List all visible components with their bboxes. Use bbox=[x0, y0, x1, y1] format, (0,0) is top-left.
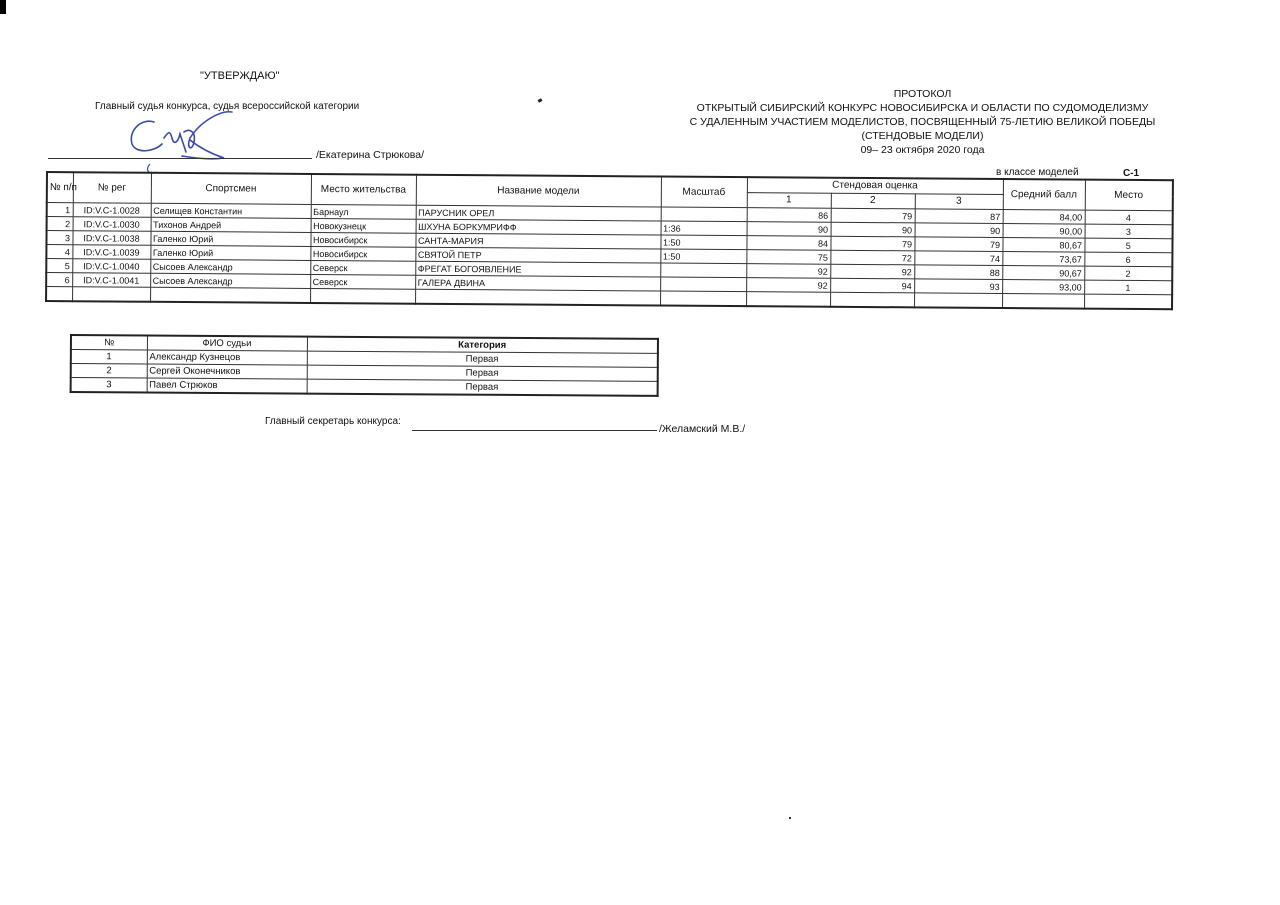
cell-average: 90,00 bbox=[1003, 224, 1085, 239]
cell-model: ФРЕГАТ БОГОЯВЛЕНИЕ bbox=[415, 261, 660, 277]
col-header-num: № п/п bbox=[47, 172, 73, 203]
cell-place: 3 bbox=[1085, 224, 1173, 239]
cell-reg: ID:V.C-1.0028 bbox=[73, 203, 151, 218]
cell-reg: ID:V.C-1.0039 bbox=[72, 245, 150, 260]
chief-secretary-name: /Желамский М.В./ bbox=[659, 423, 746, 435]
cell-scale: 1:36 bbox=[661, 221, 747, 236]
protocol-title: ПРОТОКОЛ bbox=[893, 88, 952, 100]
cell-place: 5 bbox=[1084, 238, 1172, 253]
cell-city: Северск bbox=[310, 274, 415, 289]
cell-average: 73,67 bbox=[1002, 252, 1084, 267]
signature-line bbox=[48, 158, 312, 159]
cell-score1: 75 bbox=[746, 250, 830, 265]
cell-score3: 90 bbox=[915, 223, 1003, 238]
scan-corner-mark bbox=[0, 0, 6, 14]
cell-place: 2 bbox=[1084, 266, 1172, 281]
judges-table-wrapper bbox=[70, 334, 659, 397]
contest-category: (СТЕНДОВЫЕ МОДЕЛИ) bbox=[861, 130, 984, 142]
cell-model: СВЯТОЙ ПЕТР bbox=[415, 247, 660, 263]
col-header-average: Средний балл bbox=[1003, 179, 1085, 210]
col-header-place: Место bbox=[1085, 180, 1173, 211]
results-table bbox=[45, 171, 1174, 310]
cell-score3: 79 bbox=[914, 237, 1002, 252]
cell-city: Новокузнецк bbox=[311, 218, 416, 233]
col-header-scale: Масштаб bbox=[661, 177, 747, 208]
scan-speck bbox=[538, 98, 543, 103]
judges-header-category: Категория bbox=[307, 337, 658, 354]
cell-score2: 79 bbox=[830, 236, 914, 251]
cell-average: 84,00 bbox=[1003, 210, 1085, 225]
contest-dates: 09– 23 октября 2020 года bbox=[860, 144, 985, 156]
cell-num: 3 bbox=[46, 231, 72, 245]
cell-average: 93,00 bbox=[1002, 280, 1084, 295]
cell-num: 4 bbox=[46, 245, 72, 259]
judge-name: Сергей Оконечников bbox=[147, 364, 307, 379]
cell-score1: 86 bbox=[747, 208, 831, 223]
col-header-score-group: Стендовая оценка bbox=[747, 177, 1003, 194]
cell-city: Новосибирск bbox=[310, 246, 415, 261]
cell-score1: 92 bbox=[746, 278, 830, 293]
cell-place: 1 bbox=[1084, 280, 1172, 295]
cell-model: САНТА-МАРИЯ bbox=[415, 233, 660, 249]
cell-athlete: Галенко Юрий bbox=[150, 245, 310, 260]
cell-num: 2 bbox=[47, 217, 73, 231]
judges-header-name: ФИО судьи bbox=[147, 336, 307, 352]
approve-heading: "УТВЕРЖДАЮ" bbox=[200, 70, 280, 82]
cell-city: Барнаул bbox=[311, 204, 416, 219]
protocol-header bbox=[650, 87, 1195, 157]
col-header-score1: 1 bbox=[747, 193, 831, 209]
judges-table bbox=[70, 334, 659, 397]
cell-score2: 94 bbox=[830, 278, 914, 293]
cell-score2: 92 bbox=[830, 264, 914, 279]
cell-reg: ID:V.C-1.0041 bbox=[72, 273, 150, 288]
cell-model: ШХУНА БОРКУМРИФФ bbox=[416, 219, 661, 235]
cell-scale bbox=[660, 263, 746, 278]
cell-model: ПАРУСНИК ОРЕЛ bbox=[416, 205, 661, 221]
col-header-score2: 2 bbox=[831, 193, 915, 209]
cell-scale: 1:50 bbox=[660, 249, 746, 264]
signature-image bbox=[120, 108, 260, 178]
cell-num: 5 bbox=[46, 259, 72, 273]
cell-athlete: Сысоев Александр bbox=[150, 259, 310, 274]
judge-category: Первая bbox=[307, 351, 658, 367]
judge-num: 1 bbox=[71, 350, 147, 365]
cell-model: ГАЛЕРА ДВИНА bbox=[415, 275, 660, 291]
cell-score2: 79 bbox=[831, 208, 915, 223]
col-header-athlete: Спортсмен bbox=[151, 173, 311, 205]
judge-row bbox=[71, 378, 658, 396]
col-header-model: Название модели bbox=[416, 175, 661, 207]
cell-reg: ID:V.C-1.0030 bbox=[73, 217, 151, 232]
cell-reg: ID:V.C-1.0040 bbox=[72, 259, 150, 274]
cell-num: 1 bbox=[47, 203, 73, 217]
cell-city: Северск bbox=[310, 260, 415, 275]
cell-score3: 93 bbox=[914, 279, 1002, 294]
chief-judge-title: Главный судья конкурса, судья всероссийской категории bbox=[95, 101, 360, 112]
model-class-value: С-1 bbox=[1123, 168, 1140, 179]
contest-name-line1: ОТКРЫТЫЙ СИБИРСКИЙ КОНКУРС НОВОСИБИРСКА И ОБЛАСТИ ПО СУДОМОДЕЛИЗМУ bbox=[696, 102, 1149, 114]
cell-score3: 88 bbox=[914, 265, 1002, 280]
col-header-score3: 3 bbox=[915, 194, 1003, 210]
cell-average: 80,67 bbox=[1002, 238, 1084, 253]
cell-scale: 1:50 bbox=[660, 235, 746, 250]
col-header-reg: № рег bbox=[73, 172, 151, 203]
cell-score3: 74 bbox=[914, 251, 1002, 266]
chief-judge-name: /Екатерина Стрюкова/ bbox=[316, 149, 425, 161]
judge-num: 3 bbox=[71, 378, 147, 393]
cell-score2: 90 bbox=[831, 222, 915, 237]
cell-place: 4 bbox=[1085, 210, 1173, 225]
col-header-city: Место жительства bbox=[311, 174, 416, 205]
cell-place: 6 bbox=[1084, 252, 1172, 267]
contest-name-line2: С УДАЛЕННЫМ УЧАСТИЕМ МОДЕЛИСТОВ, ПОСВЯЩЕННЫЙ 75-ЛЕТИЮ ВЕЛИКОЙ ПОБЕДЫ bbox=[689, 116, 1156, 128]
judge-name: Александр Кузнецов bbox=[147, 350, 307, 365]
chief-secretary-label: Главный секретарь конкурса: bbox=[265, 416, 401, 427]
cell-score3: 87 bbox=[915, 209, 1003, 224]
results-table-wrapper bbox=[45, 171, 1174, 310]
cell-score1: 84 bbox=[746, 236, 830, 251]
scan-speck bbox=[789, 817, 791, 819]
cell-score2: 72 bbox=[830, 250, 914, 265]
cell-athlete: Селищев Константин bbox=[151, 203, 311, 218]
cell-average: 90,67 bbox=[1002, 266, 1084, 281]
judge-num: 2 bbox=[71, 364, 147, 379]
cell-athlete: Сысоев Александр bbox=[150, 273, 310, 288]
cell-scale bbox=[660, 277, 746, 292]
cell-scale bbox=[661, 207, 747, 222]
judge-category: Первая bbox=[307, 365, 658, 381]
cell-score1: 90 bbox=[747, 222, 831, 237]
cell-athlete: Галенко Юрий bbox=[150, 231, 310, 246]
cell-reg: ID:V.C-1.0038 bbox=[72, 231, 150, 246]
cell-athlete: Тихонов Андрей bbox=[151, 217, 311, 232]
judge-name: Павел Стрюков bbox=[147, 378, 307, 394]
judges-header-num: № bbox=[71, 335, 147, 350]
cell-num: 6 bbox=[46, 273, 72, 287]
cell-score1: 92 bbox=[746, 264, 830, 279]
judge-category: Первая bbox=[307, 379, 658, 396]
secretary-signature-line bbox=[412, 430, 657, 431]
cell-city: Новосибирск bbox=[310, 232, 415, 247]
model-class-label: в классе моделей bbox=[996, 167, 1079, 178]
